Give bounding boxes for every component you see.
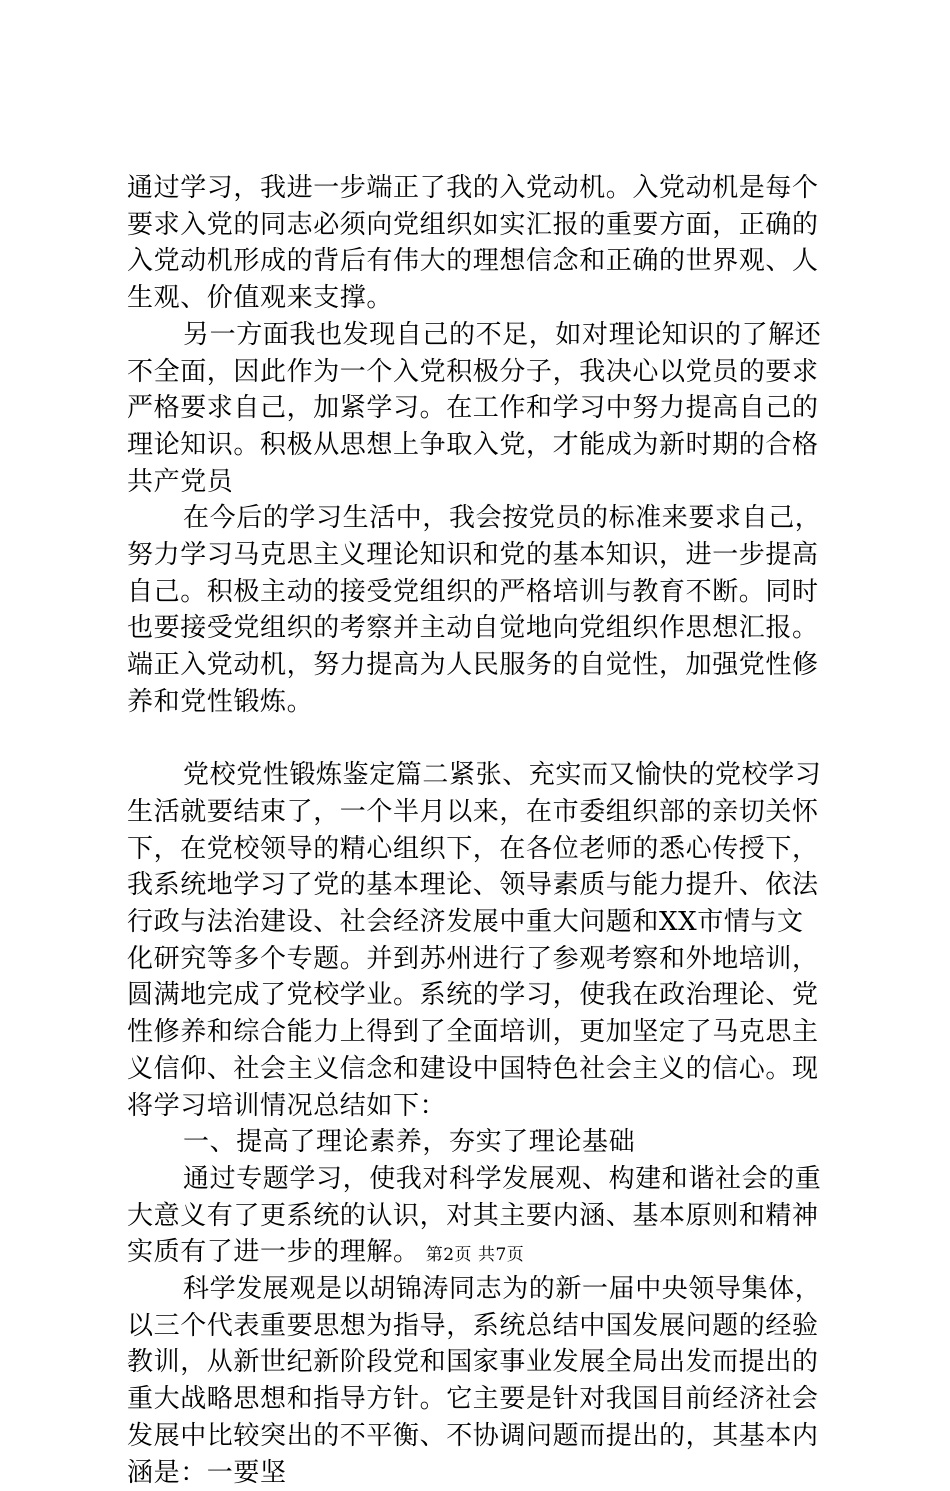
paragraph-topic-study: 通过专题学习，使我对科学发展观、构建和谐社会的重大意义有了更系统的认识，对其主要内涵、基本原则和精神实质有了进一步的理解。 — [127, 1163, 822, 1268]
paragraph-scientific-outlook: 科学发展观是以胡锦涛同志为的新一届中央领导集体，以三个代表重要思想为指导，系统总结中国发展问题的经验教训，从新世纪新阶段党和国家事业发展全局出发而提出的重大战略思想和指导方针。它主要是针对我国目前经济社会发展中比较突出的不平衡、不协调问题而提出的，其基本内涵是：一要坚 — [127, 1274, 822, 1488]
paragraph-shortcomings: 另一方面我也发现自己的不足，如对理论知识的了解还不全面，因此作为一个入党积极分子，我决心以党员的要求严格要求自己，加紧学习。在工作和学习中努力提高自己的理论知识。积极从思想上争取入党，才能成为新时期的合格共产党员 — [127, 319, 822, 497]
page-footer — [0, 1244, 950, 1266]
paragraph-future-study: 在今后的学习生活中，我会按党员的标准来要求自己，努力学习马克思主义理论知识和党的基本知识，进一步提高自己。积极主动的接受党组织的严格培训与教育不断。同时也要接受党组织的考察并主动自觉地向党组织作思想汇报。端正入党动机，努力提高为人民服务的自觉性，加强党性修养和党性锻炼。 — [127, 503, 822, 717]
page-number: 第2页 共7页 — [425, 1245, 525, 1265]
document-body — [127, 170, 827, 1491]
paragraph-part-two-intro: 党校党性锻炼鉴定篇二紧张、充实而又愉快的党校学习生活就要结束了，一个半月以来，在市委组织部的亲切关怀下，在党校领导的精心组织下，在各位老师的悉心传授下，我系统地学习了党的基本理论、领导素质与能力提升、依法行政与法治建设、社会经济发展中重大问题和XX市情与文化研究等多个专题。并到苏州进行了参观考察和外地培训，圆满地完成了党校学业。系统的学习，使我在政治理论、党性修养和综合能力上得到了全面培训，更加坚定了马克思主义信仰、社会主义信念和建设中国特色社会主义的信心。现将学习培训情况总结如下： — [127, 760, 822, 1121]
section-heading-theory: 一、提高了理论素养，夯实了理论基础 — [183, 1127, 636, 1158]
paragraph-spacer — [127, 721, 827, 758]
paragraph-motivation: 通过学习，我进一步端正了我的入党动机。入党动机是每个要求入党的同志必须向党组织如实汇报的重要方面，正确的入党动机形成的背后有伟大的理想信念和正确的世界观、人生观、价值观来支撑。 — [127, 173, 819, 314]
